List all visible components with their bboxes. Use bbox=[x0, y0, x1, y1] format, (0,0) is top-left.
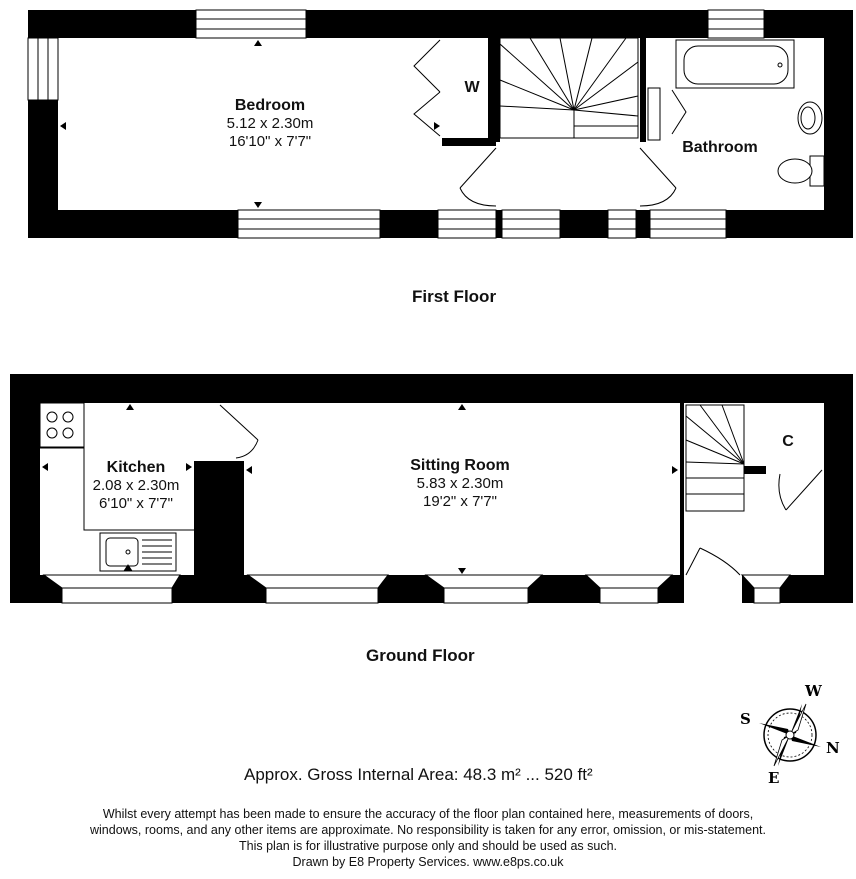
room-name: Sitting Room bbox=[410, 457, 510, 474]
room-metric-dimensions: 5.83 x 2.30m bbox=[416, 475, 504, 493]
wall-opening bbox=[488, 150, 496, 210]
compass-north-label: N bbox=[826, 739, 840, 757]
gross-internal-area: Approx. Gross Internal Area: 48.3 m² ... 520 ft² bbox=[244, 765, 593, 784]
room-metric-dimensions: 5.12 x 2.30m bbox=[226, 115, 314, 133]
partition-wall bbox=[640, 38, 646, 138]
first-floor-title: First Floor bbox=[412, 287, 497, 306]
room-imperial-dimensions: 19'2" x 7'7" bbox=[423, 493, 497, 511]
wall-opening bbox=[496, 142, 646, 210]
compass-west-label: W bbox=[805, 682, 822, 700]
sitting-room-label bbox=[390, 456, 530, 511]
bath-basin bbox=[684, 46, 788, 84]
first-floor-plan bbox=[28, 10, 853, 238]
room-metric-dimensions: 2.08 x 2.30m bbox=[92, 477, 180, 495]
chimney-breast bbox=[194, 461, 244, 575]
hall-partition bbox=[680, 403, 684, 560]
room-imperial-dimensions: 6'10" x 7'7" bbox=[99, 495, 173, 513]
cupboard-wall bbox=[744, 466, 766, 474]
hob bbox=[40, 403, 84, 447]
room-name: Kitchen bbox=[106, 459, 166, 476]
kitchen-label bbox=[80, 458, 192, 513]
bedroom-label bbox=[200, 96, 340, 151]
room-imperial-dimensions: 16'10" x 7'7" bbox=[228, 133, 312, 151]
cupboard-label: C bbox=[782, 433, 794, 450]
kitchen-doorway bbox=[194, 403, 244, 461]
hall-floor bbox=[684, 403, 824, 575]
front-door-opening bbox=[684, 575, 742, 603]
wardrobe-wall bbox=[488, 38, 496, 146]
disclaimer-line: This plan is for illustrative purpose only and should be used as such. bbox=[239, 839, 617, 853]
ground-floor-title: Ground Floor bbox=[366, 646, 475, 665]
wardrobe-wall bbox=[442, 138, 496, 146]
disclaimer bbox=[0, 806, 856, 870]
compass-south-label: S bbox=[740, 710, 751, 728]
disclaimer-line: Whilst every attempt has been made to ensure the accuracy of the floor plan contained here, measurements of doors, bbox=[102, 807, 754, 821]
partition-wall bbox=[496, 38, 500, 138]
disclaimer-line: Drawn by E8 Property Services. www.e8ps.co.uk bbox=[292, 855, 564, 869]
compass-east-label: E bbox=[768, 769, 780, 787]
disclaimer-line: windows, rooms, and any other items are approximate. No responsibility is taken for any error, omission, or mis-statement. bbox=[90, 823, 766, 837]
toilet-bowl bbox=[778, 159, 812, 183]
room-name: Bedroom bbox=[234, 97, 306, 114]
wardrobe-label: W bbox=[464, 79, 480, 96]
compass-rose bbox=[740, 682, 840, 787]
bathroom-label: Bathroom bbox=[682, 139, 758, 156]
